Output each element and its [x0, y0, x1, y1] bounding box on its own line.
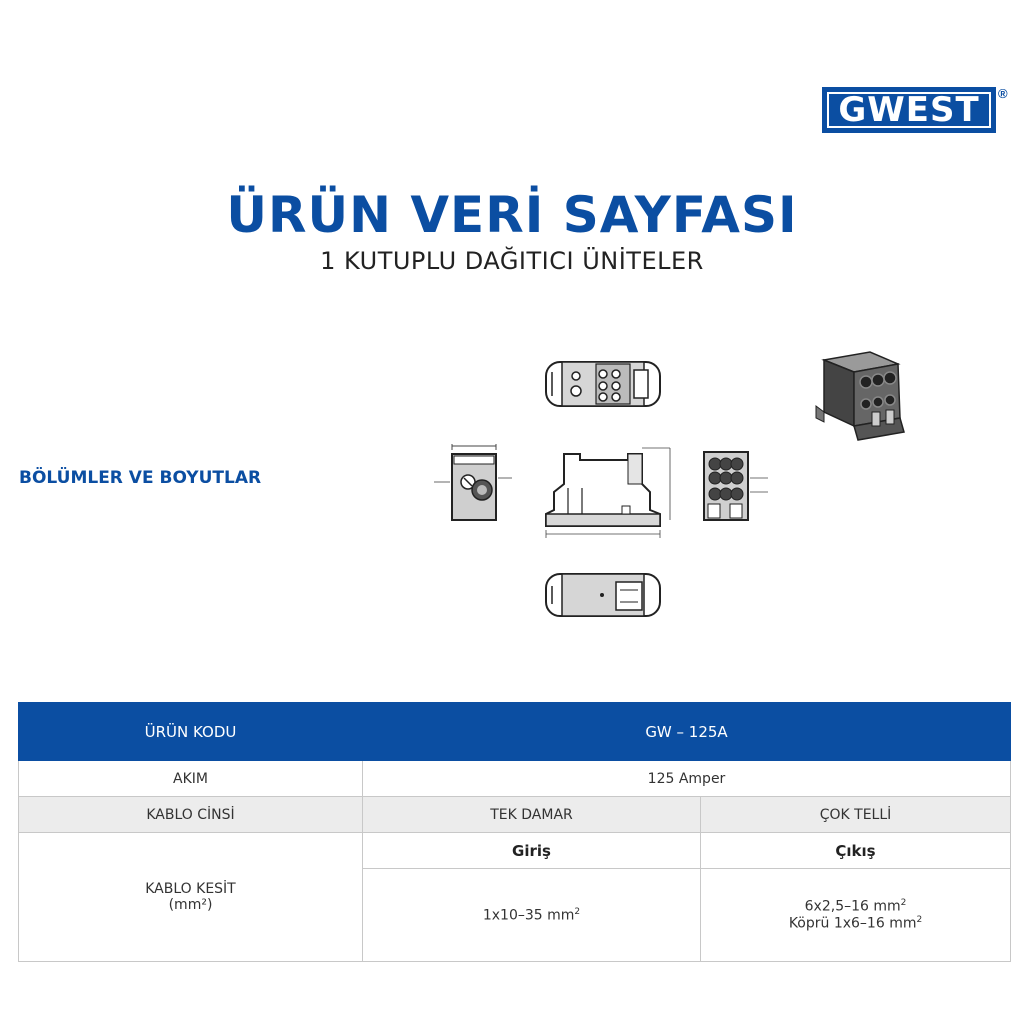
table-row-akim	[19, 761, 1011, 797]
product-code-value: GW – 125A	[363, 703, 1011, 761]
giris-value-cell	[363, 869, 701, 962]
kablo-cinsi-label: KABLO CİNSİ	[19, 797, 363, 833]
cikis-superscript-1: 2	[900, 898, 907, 909]
section-label: BÖLÜMLER VE BOYUTLAR	[19, 468, 262, 488]
kablo-kesit-label-line2: (mm²)	[168, 897, 213, 913]
akim-value: 125 Amper	[363, 761, 1011, 797]
kablo-kesit-label	[19, 833, 363, 962]
logo-text: GWEST	[838, 90, 980, 130]
front-view-drawing	[542, 444, 674, 540]
spec-table	[18, 702, 1011, 962]
bottom-view-drawing	[540, 568, 666, 622]
kablo-kesit-label-line1: KABLO KESİT	[145, 881, 236, 897]
giris-header: Giriş	[363, 833, 701, 869]
product-code-label: ÜRÜN KODU	[19, 703, 363, 761]
cikis-value-cell	[701, 869, 1011, 962]
akim-label: AKIM	[19, 761, 363, 797]
page-title: ÜRÜN VERİ SAYFASI	[226, 186, 798, 244]
table-row-kablo-cinsi	[19, 797, 1011, 833]
cikis-value-2: Köprü 1x6–16 mm	[788, 915, 917, 932]
giris-superscript: 2	[574, 906, 581, 917]
kablo-cinsi-cok-telli: ÇOK TELLİ	[701, 797, 1011, 833]
cikis-superscript-2: 2	[916, 915, 923, 925]
table-row-giris-cikis	[19, 833, 1011, 869]
page-subtitle: 1 KUTUPLU DAĞITICI ÜNİTELER	[320, 247, 704, 275]
gwest-logo	[822, 87, 996, 133]
registered-mark: ®	[998, 86, 1008, 101]
cikis-header: Çıkış	[701, 833, 1011, 869]
top-view-drawing	[540, 356, 666, 412]
kablo-cinsi-tek-damar: TEK DAMAR	[363, 797, 701, 833]
output-side-view-drawing	[700, 448, 772, 524]
side-view-drawing	[432, 442, 514, 524]
giris-value: 1x10–35 mm	[482, 907, 575, 924]
product-3d-image	[810, 346, 910, 444]
table-header-row	[19, 703, 1011, 761]
cikis-value-1: 6x2,5–16 mm	[804, 899, 901, 915]
